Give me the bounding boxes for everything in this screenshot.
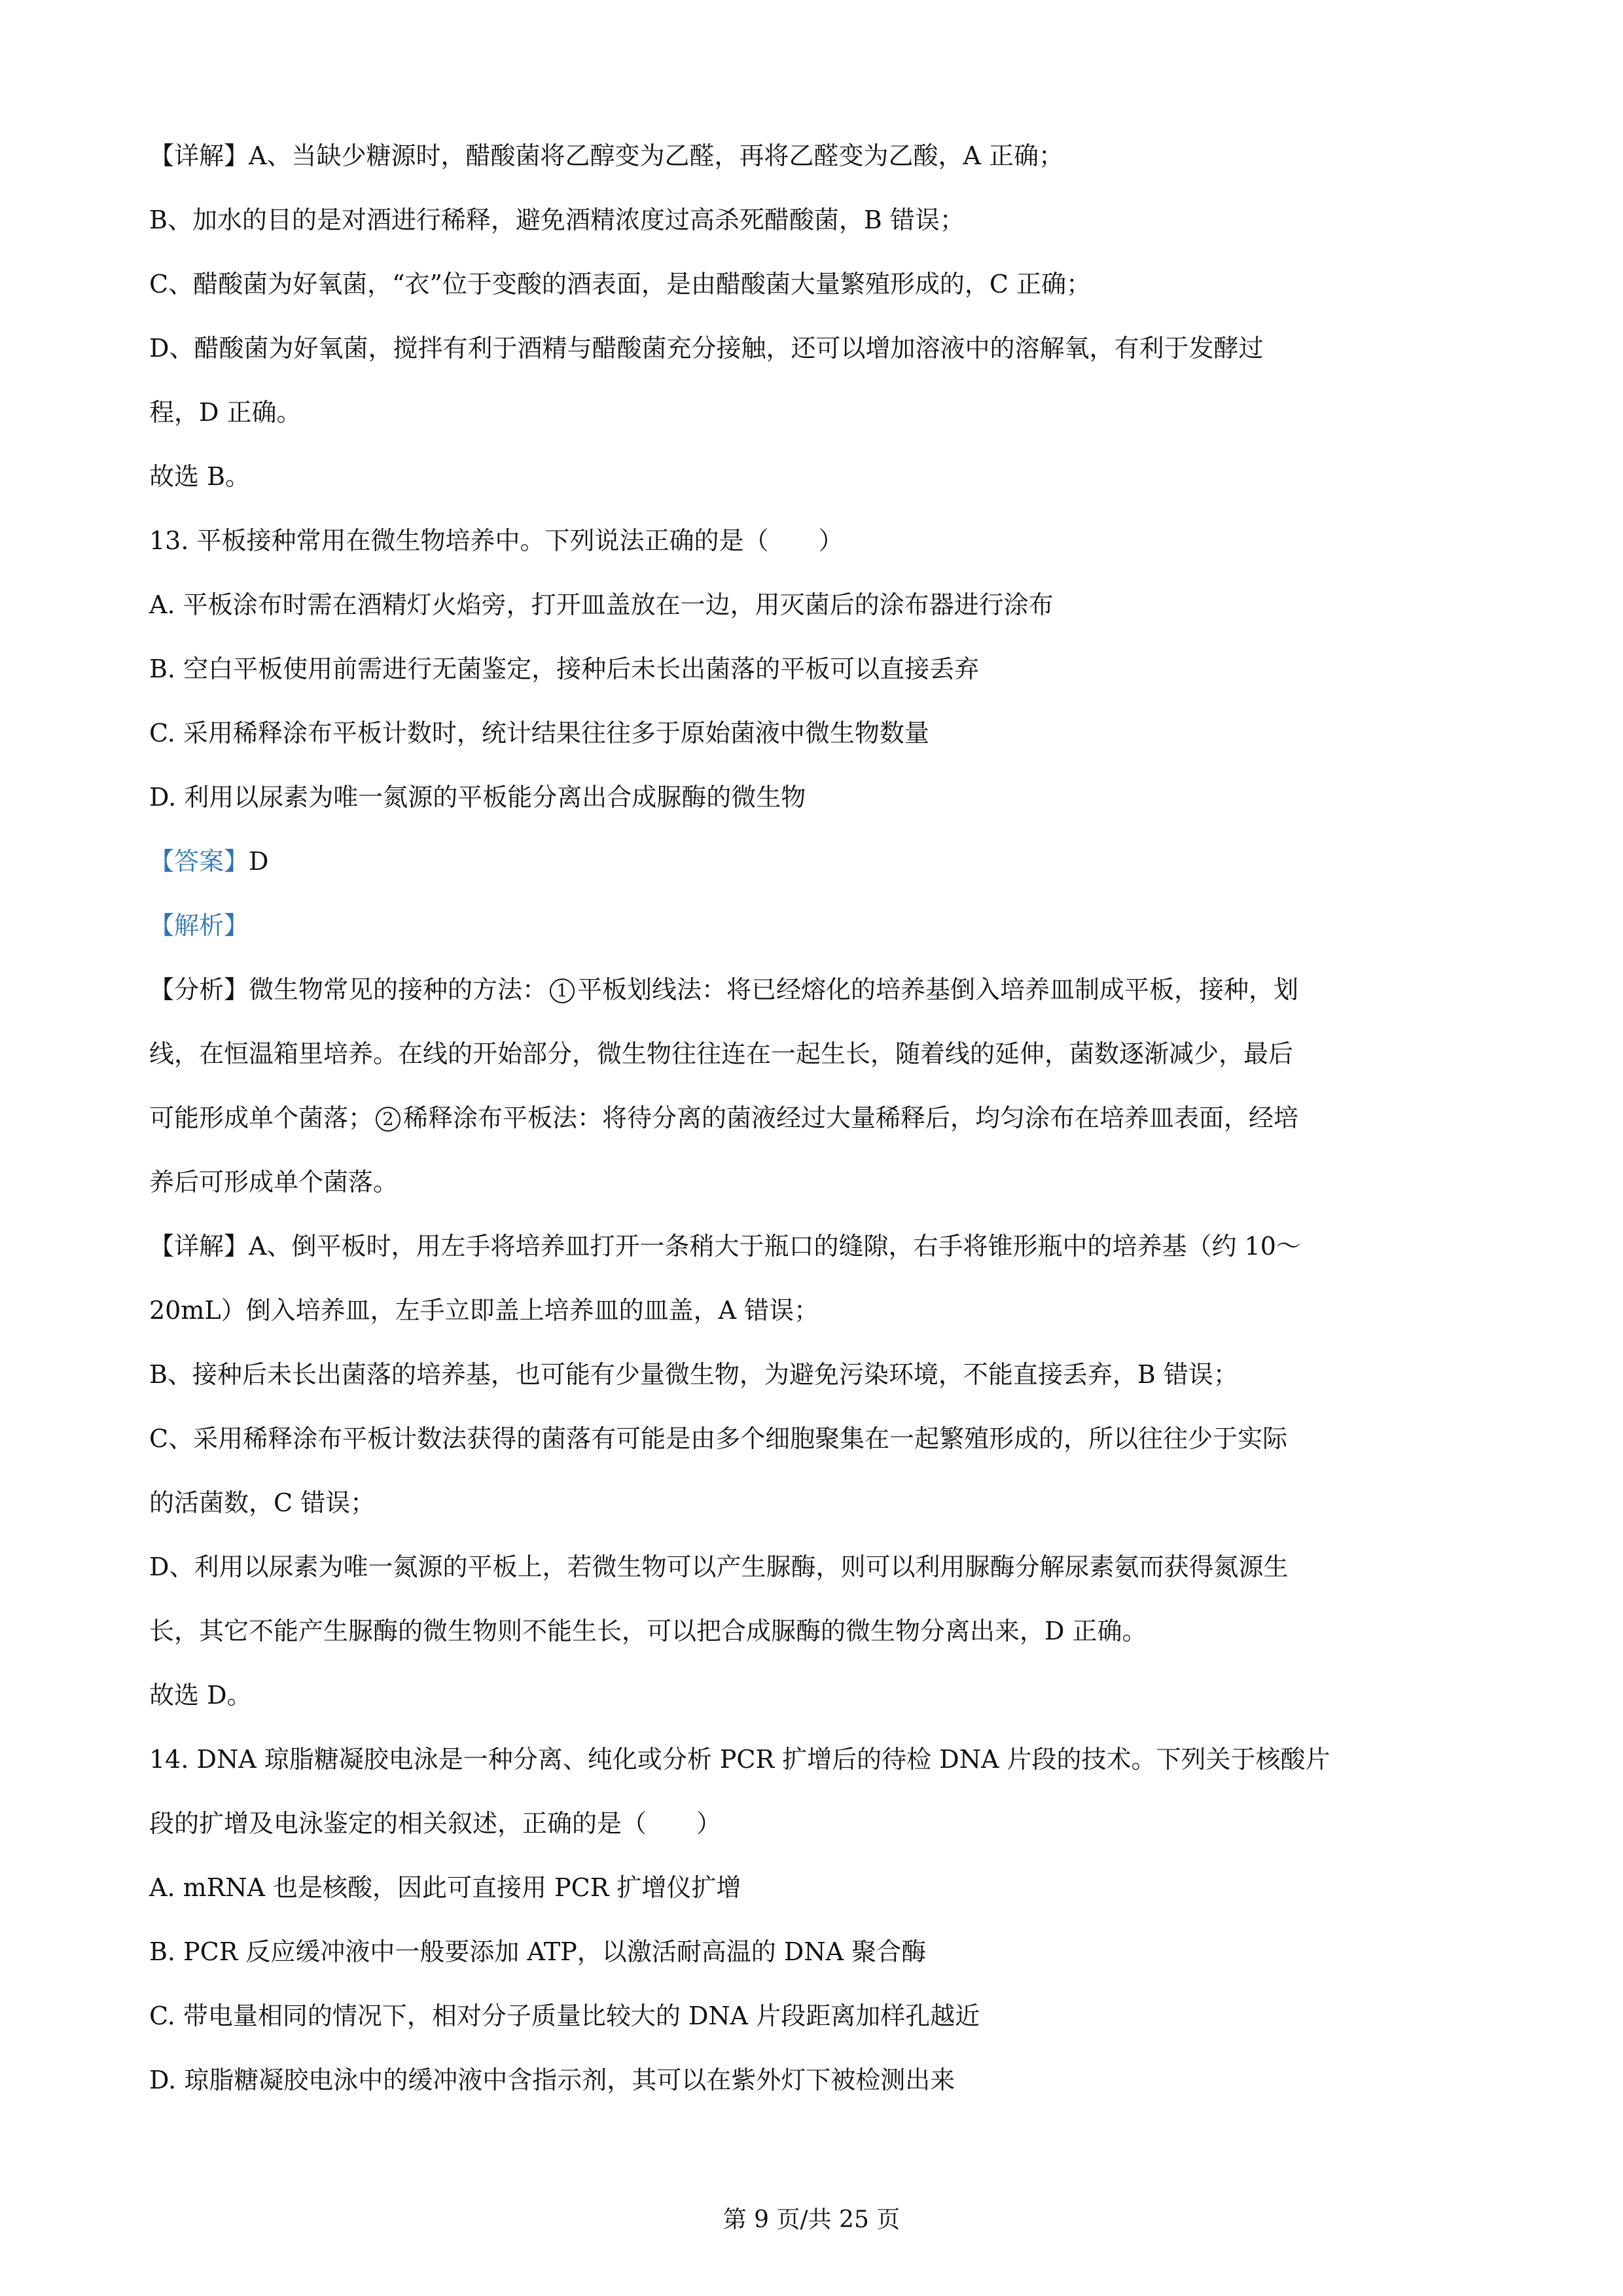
q12-detail-b: B、加水的目的是对酒进行稀释，避免酒精浓度过高杀死醋酸菌，B 错误； [149,206,965,234]
circled-number-1: 1 [550,978,575,1003]
q12-detail-d-line1: D、醋酸菌为好氧菌，搅拌有利于酒精与醋酸菌充分接触，还可以增加溶液中的溶解氧，有利于发酵过 [149,334,1264,363]
q13-detail-a-line1: 【详解】A、倒平板时，用左手将培养皿打开一条稍大于瓶口的缝隙，右手将锥形瓶中的培养基（约 10～ [149,1232,1301,1261]
q13-detail-b: B、接种后未长出菌落的培养基，也可能有少量微生物，为避免污染环境，不能直接丢弃，B 错误； [149,1360,1238,1389]
q13-analysis-line3 [149,1101,1298,1135]
q13-option-b: B. 空白平板使用前需进行无菌鉴定，接种后未长出菌落的平板可以直接丢弃 [149,655,980,683]
q13-analysis-line2: 线，在恒温箱里培养。在线的开始部分，微生物往往连在一起生长，随着线的延伸，菌数逐渐减少，最后 [149,1039,1294,1068]
page-footer: 第 9 页/共 25 页 [722,2206,901,2233]
q14-option-d: D. 琼脂糖凝胶电泳中的缓冲液中含指示剂，其可以在紫外灯下被检测出来 [149,2066,955,2094]
q14-option-c: C. 带电量相同的情况下，相对分子质量比较大的 DNA 片段距离加样孔越近 [149,2001,980,2030]
q13-detail-c-line2: 的活菌数，C 错误； [149,1488,376,1517]
q13-option-d: D. 利用以尿素为唯一氮源的平板能分离出合成脲酶的微生物 [149,783,806,812]
q13-detail-a-line2: 20mL）倒入培养皿，左手立即盖上培养皿的皿盖，A 错误； [149,1296,819,1325]
q14-stem-line2: 段的扩增及电泳鉴定的相关叙述，正确的是（ ） [149,1809,722,1838]
q13-option-a: A. 平板涂布时需在酒精灯火焰旁，打开皿盖放在一边，用灭菌后的涂布器进行涂布 [149,590,1054,619]
q13-analysis-line1 [149,973,1298,1007]
q13-choice: 故选 D。 [149,1681,252,1710]
q13-detail-c-line1: C、采用稀释涂布平板计数法获得的菌落有可能是由多个细胞聚集在一起繁殖形成的，所以往往少于实际 [149,1424,1288,1453]
q13-stem: 13. 平板接种常用在微生物培养中。下列说法正确的是（ ） [149,526,844,555]
q13-detail-d-line2: 长，其它不能产生脲酶的微生物则不能生长，可以把合成脲酶的微生物分离出来，D 正确。 [149,1617,1147,1645]
q14-option-a: A. mRNA 也是核酸，因此可直接用 PCR 扩增仪扩增 [149,1873,741,1902]
q13-option-c: C. 采用稀释涂布平板计数时，统计结果往往多于原始菌液中微生物数量 [149,719,929,747]
analysis-intro: 【分析】微生物常见的接种的方法： [149,975,548,1004]
q12-detail-a: 【详解】A、当缺少糖源时，醋酸菌将乙醇变为乙醛，再将乙醛变为乙酸，A 正确； [149,141,1063,170]
answer-value: D [249,847,269,876]
q14-stem-line1: 14. DNA 琼脂糖凝胶电泳是一种分离、纯化或分析 PCR 扩增后的待检 DNA 片段的技术。下列关于核酸片 [149,1745,1330,1774]
q13-answer [149,844,268,878]
answer-tag: 【答案】 [149,847,249,876]
analysis-tag: 【解析】 [149,911,249,940]
q12-detail-c: C、醋酸菌为好氧菌，“衣”位于变酸的酒表面，是由醋酸菌大量繁殖形成的，C 正确； [149,270,1092,298]
analysis-method-1: 平板划线法：将已经熔化的培养基倒入培养皿制成平板，接种，划 [577,975,1299,1004]
q14-option-b: B. PCR 反应缓冲液中一般要添加 ATP，以激活耐高温的 DNA 聚合酶 [149,1937,927,1966]
q12-detail-d-line2: 程，D 正确。 [149,398,302,427]
analysis-line3-start: 可能形成单个菌落； [149,1103,374,1132]
q12-choice: 故选 B。 [149,462,251,491]
analysis-method-2: 稀释涂布平板法：将待分离的菌液经过大量稀释后，均匀涂布在培养皿表面，经培 [403,1103,1299,1132]
q13-analysis-line4: 养后可形成单个菌落。 [149,1168,399,1196]
q13-detail-d-line1: D、利用以尿素为唯一氮源的平板上，若微生物可以产生脲酶，则可以利用脲酶分解尿素氨而获得氮源生 [149,1552,1289,1581]
circled-number-2: 2 [376,1107,401,1132]
